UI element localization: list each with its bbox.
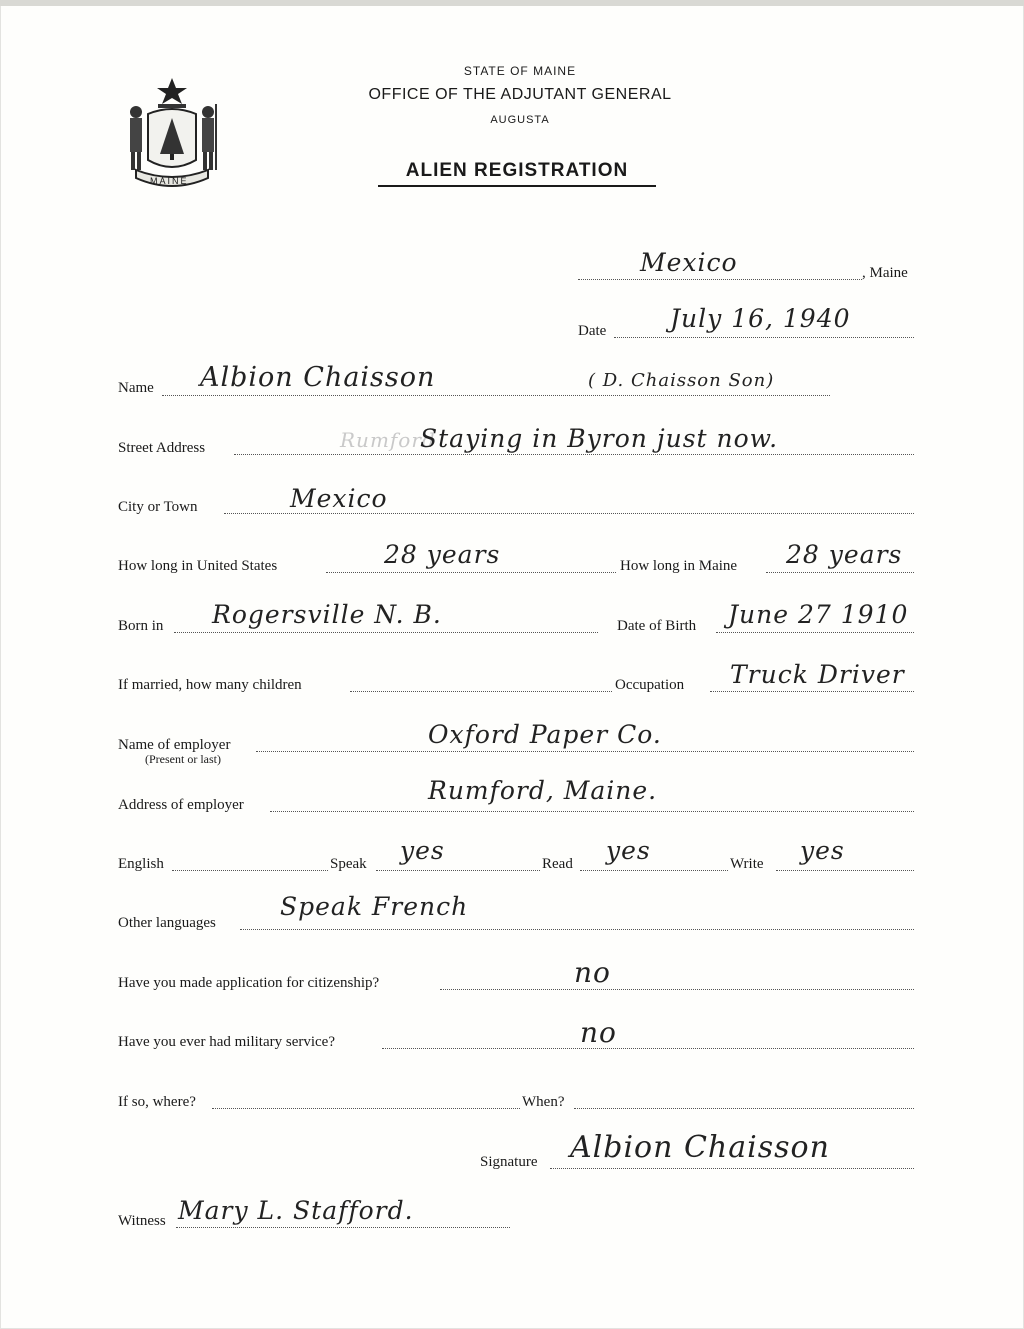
us-label: How long in United States bbox=[118, 558, 278, 574]
form-title: ALIEN REGISTRATION bbox=[378, 160, 656, 187]
date-label: Date bbox=[578, 323, 607, 339]
children-label: If married, how many children bbox=[118, 677, 302, 693]
read-value: yes bbox=[606, 836, 651, 865]
date-value: July 16, 1940 bbox=[670, 304, 851, 333]
other-languages-label: Other languages bbox=[118, 915, 216, 931]
name-line bbox=[162, 395, 830, 396]
header-office: OFFICE OF THE ADJUTANT GENERAL bbox=[368, 86, 672, 103]
scan-edge bbox=[0, 0, 1024, 6]
english-line bbox=[172, 870, 328, 871]
town-suffix: , Maine bbox=[862, 265, 908, 281]
maine-label: How long in Maine bbox=[620, 558, 738, 574]
read-line bbox=[580, 870, 728, 871]
witness-value: Mary L. Stafford. bbox=[178, 1196, 414, 1225]
street-line bbox=[234, 454, 914, 455]
children-line bbox=[350, 691, 612, 692]
town-value: Mexico bbox=[640, 248, 738, 277]
street-crossed-value: Rumford bbox=[340, 428, 436, 452]
employer-line bbox=[256, 751, 914, 752]
signature-line bbox=[550, 1168, 914, 1169]
employer-address-line bbox=[270, 811, 914, 812]
dob-line bbox=[716, 632, 914, 633]
read-label: Read bbox=[542, 856, 573, 872]
occupation-value: Truck Driver bbox=[730, 660, 905, 689]
signature-label: Signature bbox=[480, 1154, 538, 1170]
date-line bbox=[614, 337, 914, 338]
signature-value: Albion Chaisson bbox=[570, 1130, 830, 1165]
military-value: no bbox=[580, 1016, 617, 1049]
street-label: Street Address bbox=[118, 440, 206, 456]
witness-line bbox=[176, 1227, 510, 1228]
born-value: Rogersville N. B. bbox=[212, 600, 442, 629]
employer-address-value: Rumford, Maine. bbox=[428, 776, 658, 805]
us-line bbox=[326, 572, 616, 573]
speak-line bbox=[376, 870, 540, 871]
town-line bbox=[578, 279, 862, 280]
maine-value: 28 years bbox=[786, 540, 903, 569]
employer-label: Name of employer bbox=[118, 737, 231, 753]
born-label: Born in bbox=[118, 618, 164, 634]
citizenship-label: Have you made application for citizenship? bbox=[118, 975, 380, 991]
header-state: STATE OF MAINE bbox=[463, 64, 577, 78]
city-value: Mexico bbox=[290, 484, 388, 513]
name-label: Name bbox=[118, 380, 154, 396]
english-label: English bbox=[118, 856, 164, 872]
name-note: ( D. Chaisson Son) bbox=[588, 370, 775, 391]
speak-label: Speak bbox=[330, 856, 367, 872]
employer-sublabel: (Present or last) bbox=[145, 752, 221, 766]
when-label: When? bbox=[522, 1094, 565, 1110]
where-label: If so, where? bbox=[118, 1094, 196, 1110]
where-line bbox=[212, 1108, 520, 1109]
witness-label: Witness bbox=[118, 1213, 166, 1229]
header-city: AUGUSTA bbox=[490, 114, 550, 126]
name-value: Albion Chaisson bbox=[200, 362, 436, 393]
military-line bbox=[382, 1048, 914, 1049]
military-label: Have you ever had military service? bbox=[118, 1034, 335, 1050]
write-line bbox=[776, 870, 914, 871]
employer-address-label: Address of employer bbox=[118, 797, 244, 813]
speak-value: yes bbox=[400, 836, 445, 865]
when-line bbox=[574, 1108, 914, 1109]
employer-value: Oxford Paper Co. bbox=[428, 720, 662, 749]
write-value: yes bbox=[800, 836, 845, 865]
occupation-line bbox=[710, 691, 914, 692]
us-value: 28 years bbox=[384, 540, 501, 569]
citizenship-value: no bbox=[574, 956, 611, 989]
write-label: Write bbox=[730, 856, 764, 872]
citizenship-line bbox=[440, 989, 914, 990]
other-languages-line bbox=[240, 929, 914, 930]
occupation-label: Occupation bbox=[615, 677, 685, 693]
born-line bbox=[174, 632, 598, 633]
dob-value: June 27 1910 bbox=[728, 600, 909, 629]
seal-banner-text: MAINE bbox=[150, 176, 189, 186]
street-value: Staying in Byron just now. bbox=[420, 424, 779, 453]
city-line bbox=[224, 513, 914, 514]
dob-label: Date of Birth bbox=[617, 618, 697, 634]
maine-line bbox=[766, 572, 914, 573]
other-languages-value: Speak French bbox=[280, 892, 469, 921]
city-label: City or Town bbox=[118, 499, 198, 515]
